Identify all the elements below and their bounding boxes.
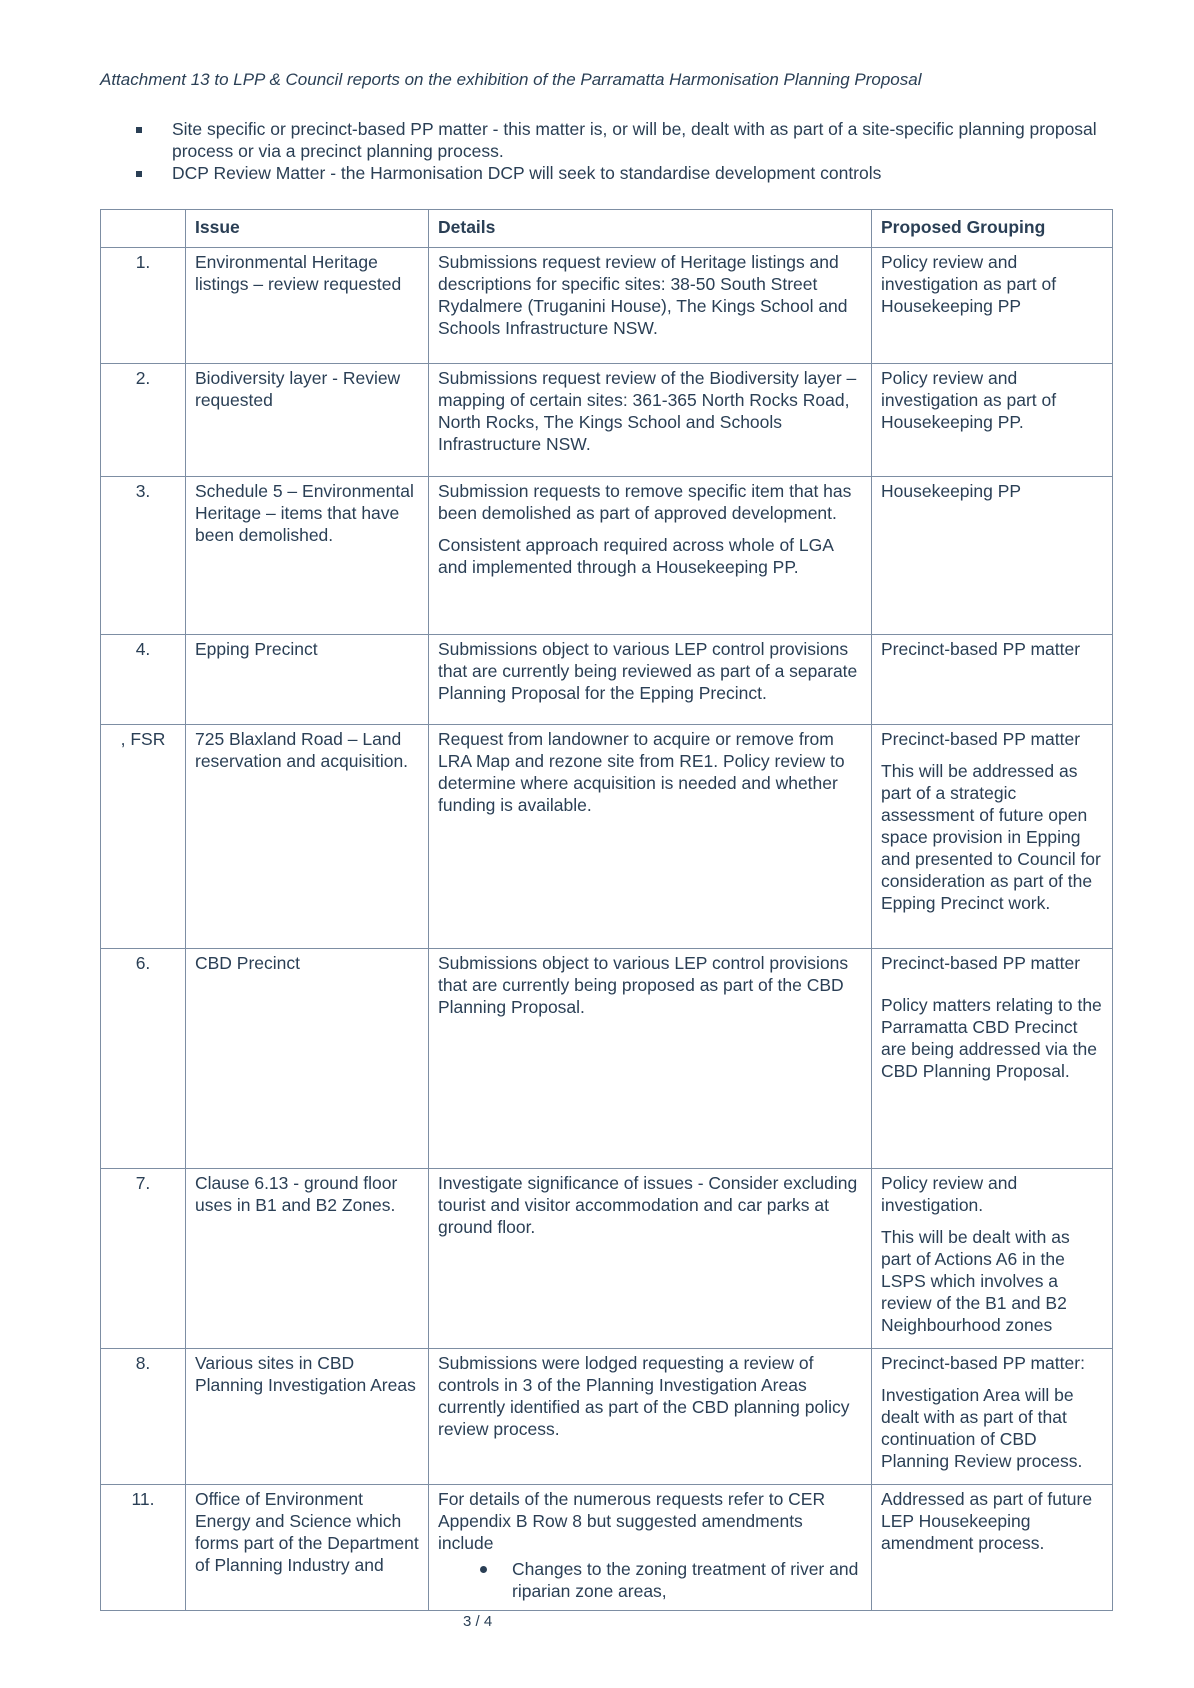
table-row (101, 248, 1113, 364)
row-grouping (872, 1169, 1113, 1349)
row-details-text: For details of the numerous requests refer to CER Appendix B Row 8 but suggested amendments include (438, 1489, 826, 1553)
row-details: Submissions object to various LEP control provisions that are currently being reviewed as part of a separate Planning Proposal for the Epping Precinct. (429, 635, 872, 725)
row-grouping (872, 949, 1113, 1169)
table-row (101, 1485, 1113, 1611)
row-details: Submissions were lodged requesting a review of controls in 3 of the Planning Investigation Areas currently identified as part of the CBD planning policy review process. (429, 1349, 872, 1485)
square-bullet-icon (136, 127, 142, 133)
submissions-table (100, 209, 1113, 1611)
row-issue: Various sites in CBD Planning Investigation Areas (186, 1349, 429, 1485)
row-grouping (872, 725, 1113, 949)
row-number: 2. (101, 364, 186, 477)
header-num (101, 210, 186, 248)
page-number: 3 / 4 (463, 1613, 493, 1630)
table-row (101, 477, 1113, 635)
row-issue: Office of Environment Energy and Science which forms part of the Department of Planning Industry and (186, 1485, 429, 1611)
row-number: 8. (101, 1349, 186, 1485)
row-grouping (872, 1349, 1113, 1485)
row-grouping-text: Precinct-based PP matter (881, 729, 1081, 749)
details-bullet-item: Changes to the zoning treatment of river and riparian zone areas, (438, 1558, 862, 1602)
row-details: Submissions object to various LEP control provisions that are currently being proposed as part of the CBD Planning Proposal. (429, 949, 872, 1169)
round-bullet-icon (480, 1566, 487, 1573)
row-details (429, 1485, 872, 1611)
row-grouping-extra: Policy matters relating to the Parramatta CBD Precinct are being addressed via the CBD Planning Proposal. (881, 995, 1102, 1081)
document-header: Attachment 13 to LPP & Council reports on the exhibition of the Parramatta Harmonisation Planning Proposal (100, 70, 922, 89)
row-grouping: Policy review and investigation as part of Housekeeping PP. (872, 364, 1113, 477)
row-details: Request from landowner to acquire or remove from LRA Map and rezone site from RE1. Policy review to determine where acquisition is needed and whether funding is available. (429, 725, 872, 949)
bullet-list (128, 118, 1118, 184)
table-row (101, 949, 1113, 1169)
row-number: 11. (101, 1485, 186, 1611)
row-number: 4. (101, 635, 186, 725)
row-number: , FSR (101, 725, 186, 949)
row-issue: Schedule 5 – Environmental Heritage – items that have been demolished. (186, 477, 429, 635)
row-grouping: Precinct-based PP matter (872, 635, 1113, 725)
row-issue: CBD Precinct (186, 949, 429, 1169)
row-grouping-extra: Investigation Area will be dealt with as part of that continuation of CBD Planning Review process. (881, 1385, 1083, 1471)
header-details: Details (429, 210, 872, 248)
bullet-item: Site specific or precinct-based PP matter - this matter is, or will be, dealt with as part of a site-specific planning proposal process or via a precinct planning process. (128, 118, 1118, 162)
table-row (101, 725, 1113, 949)
row-number: 6. (101, 949, 186, 1169)
details-bullet-list (438, 1558, 862, 1602)
table-header-row (101, 210, 1113, 248)
row-details: Submissions request review of the Biodiversity layer – mapping of certain sites: 361-365 North Rocks Road, North Rocks, The Kings School and Schools Infrastructure NSW. (429, 364, 872, 477)
table-row (101, 364, 1113, 477)
row-issue: 725 Blaxland Road – Land reservation and acquisition. (186, 725, 429, 949)
row-grouping-text: Precinct-based PP matter: (881, 1353, 1085, 1373)
header-issue: Issue (186, 210, 429, 248)
row-grouping: Housekeeping PP (872, 477, 1113, 635)
row-issue: Epping Precinct (186, 635, 429, 725)
row-grouping: Addressed as part of future LEP Housekeeping amendment process. (872, 1485, 1113, 1611)
row-number: 3. (101, 477, 186, 635)
row-issue: Environmental Heritage listings – review requested (186, 248, 429, 364)
table-row (101, 1349, 1113, 1485)
row-details-text: Submission requests to remove specific item that has been demolished as part of approved development. (438, 481, 852, 523)
row-details: Investigate significance of issues - Consider excluding tourist and visitor accommodation and car parks at ground floor. (429, 1169, 872, 1349)
row-issue: Clause 6.13 - ground floor uses in B1 and B2 Zones. (186, 1169, 429, 1349)
row-grouping-text: Precinct-based PP matter (881, 953, 1081, 973)
table-row (101, 1169, 1113, 1349)
square-bullet-icon (136, 171, 142, 177)
row-number: 7. (101, 1169, 186, 1349)
row-grouping-text: Policy review and investigation. (881, 1173, 1018, 1215)
row-grouping-extra: This will be addressed as part of a strategic assessment of future open space provision in Epping and presented to Council for consideration as part of the Epping Precinct work. (881, 761, 1101, 913)
row-grouping: Policy review and investigation as part of Housekeeping PP (872, 248, 1113, 364)
row-details-extra: Consistent approach required across whole of LGA and implemented through a Housekeeping PP. (438, 535, 833, 577)
row-issue: Biodiversity layer - Review requested (186, 364, 429, 477)
bullet-item: DCP Review Matter - the Harmonisation DCP will seek to standardise development controls (128, 162, 1118, 184)
header-grouping: Proposed Grouping (872, 210, 1113, 248)
row-number: 1. (101, 248, 186, 364)
table-row (101, 635, 1113, 725)
row-details (429, 477, 872, 635)
row-grouping-extra: This will be dealt with as part of Actions A6 in the LSPS which involves a review of the B1 and B2 Neighbourhood zones (881, 1227, 1070, 1335)
row-details: Submissions request review of Heritage listings and descriptions for specific sites: 38-50 South Street Rydalmere (Truganini House), The Kings School and Schools Infrastructure NSW. (429, 248, 872, 364)
